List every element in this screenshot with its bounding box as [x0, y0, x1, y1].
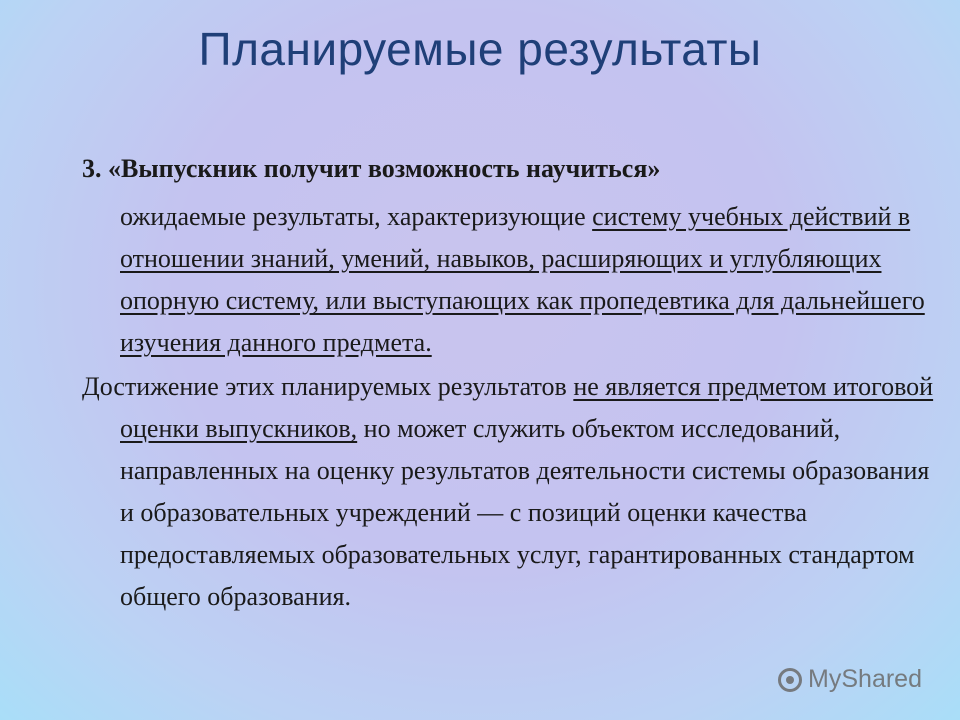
paragraph1-lead: ожидаемые результаты, характеризующие [120, 202, 593, 231]
watermark-text: MyShared [808, 665, 922, 693]
paragraph2-underlined: не является предметом итоговой оценки выпускников, [120, 372, 934, 443]
paragraph2-lead: Достижение этих планируемых результатов [82, 372, 574, 401]
section-heading: 3. «Выпускник получит возможность научиться» [82, 154, 661, 183]
slide-title: Планируемые результаты [198, 23, 762, 75]
paragraph2-rest: но может служить объектом исследований, направленных на оценку результатов деятельности системы образования и образовательных учреждений — с позиций оценки качества предоставляемых образовательных услуг, гарантированных стандартом общего образования. [120, 414, 930, 611]
watermark [778, 665, 922, 694]
paragraph-expected-results [82, 196, 942, 364]
paragraph1-underlined: систему учебных действий в отношении знаний, умений, навыков, расширяющих и углубляющих опорную систему, или выступающих как пропедевтика для дальнейшего изучения данного предмета. [120, 202, 925, 357]
slide-content [82, 150, 942, 618]
paragraph-achievement [82, 366, 942, 618]
myshared-logo-icon [778, 668, 802, 692]
